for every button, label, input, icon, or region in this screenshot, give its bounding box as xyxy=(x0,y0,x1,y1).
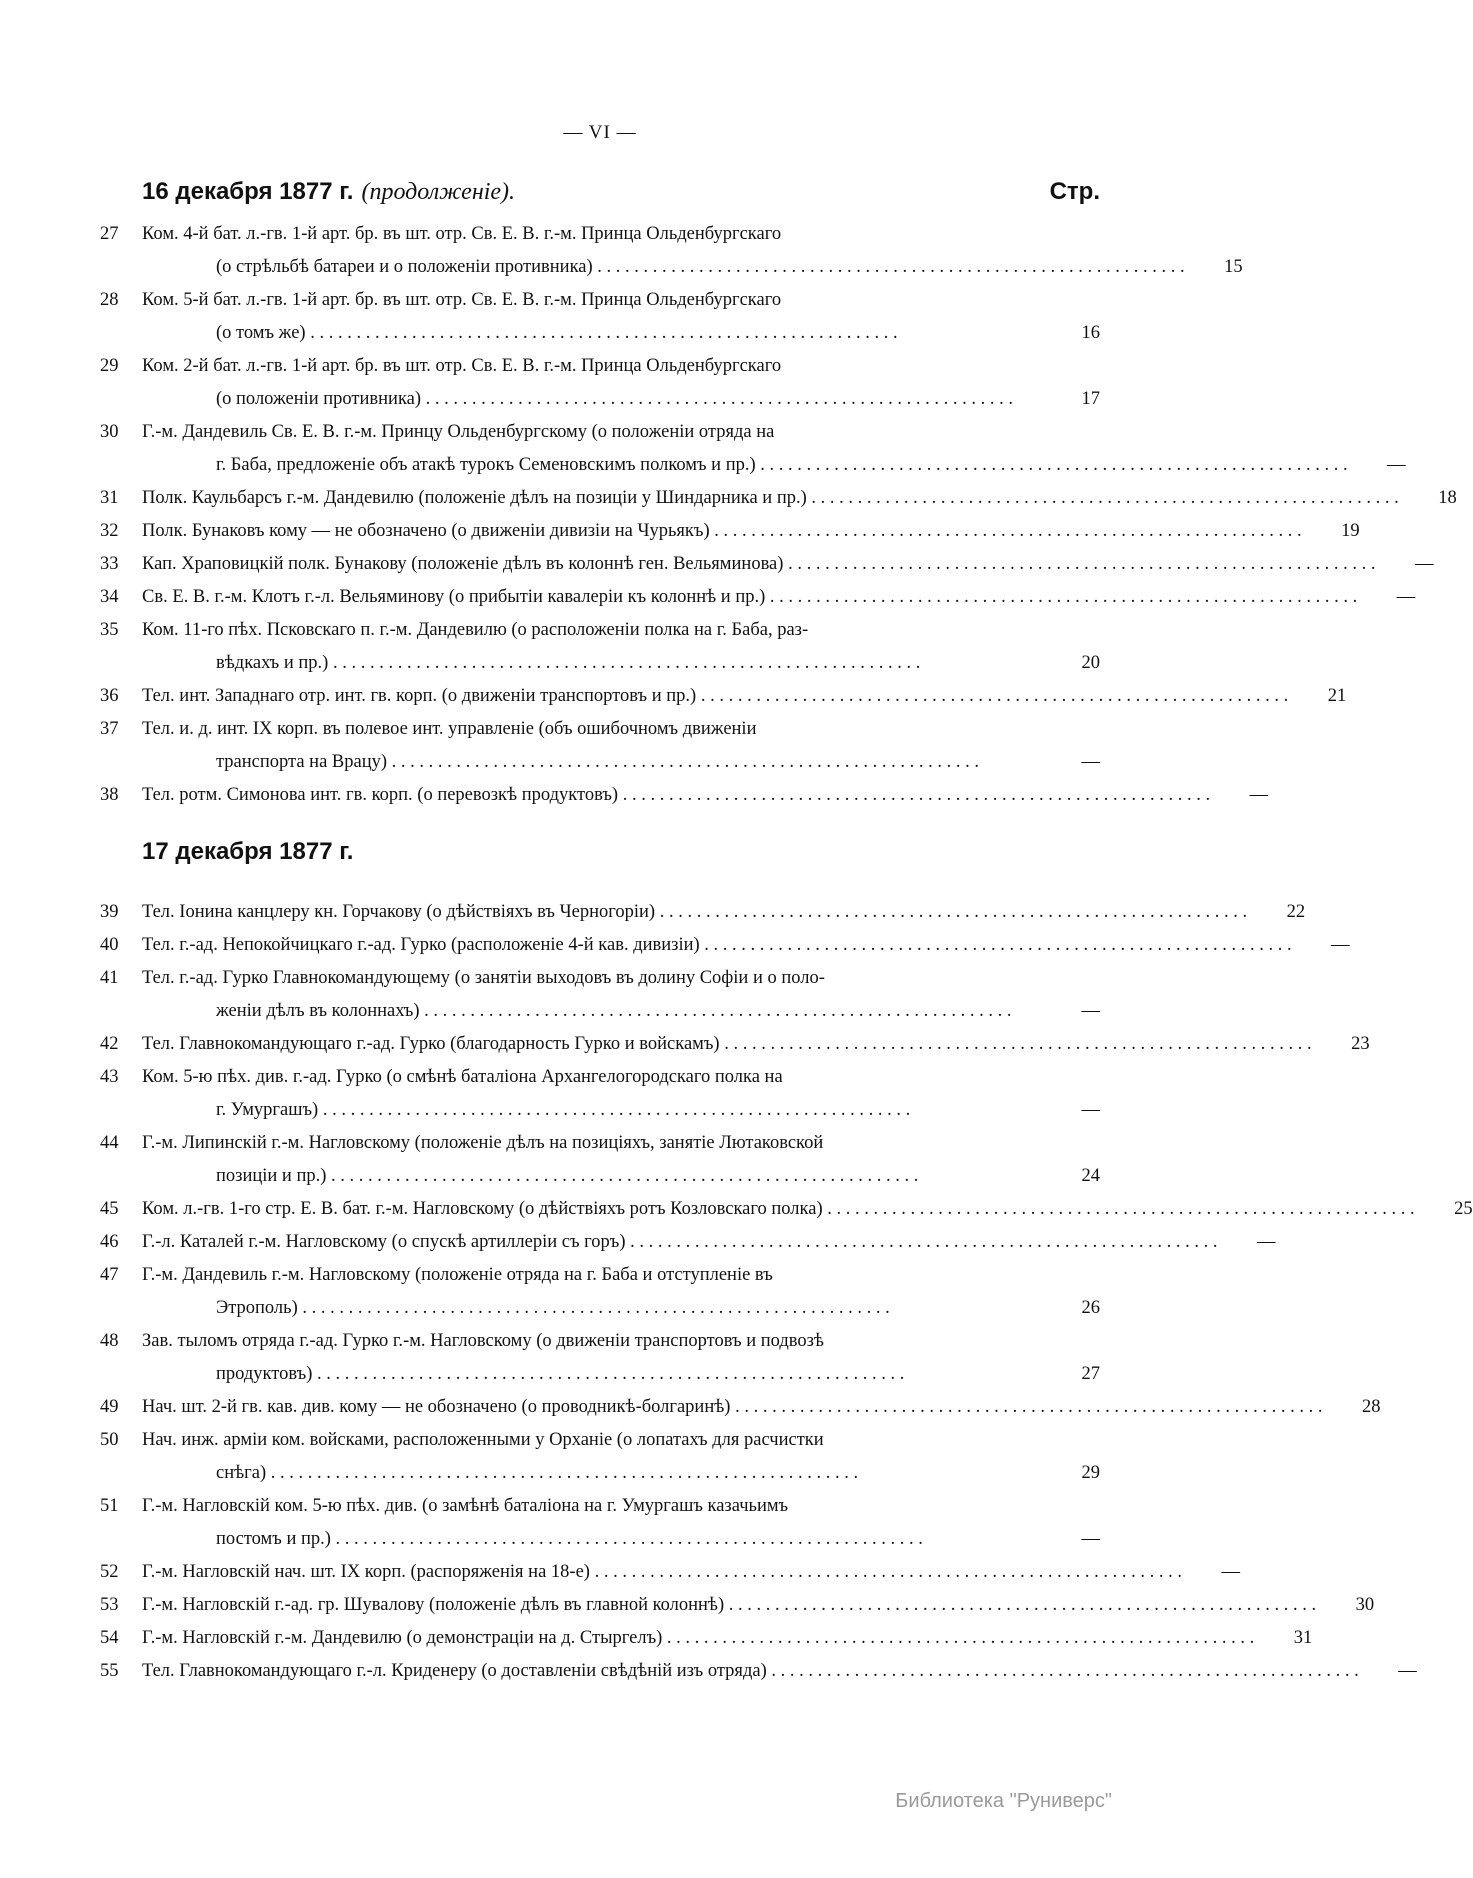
entry-title: Г.-м. Нагловскій ком. 5-ю пѣх. див. (о замѣнѣ баталіона на г. Умургашъ казачьимъ xyxy=(142,1496,789,1516)
entry-page: 24 xyxy=(1081,1166,1100,1186)
entry-title: Ком. 5-й бат. л.-гв. 1-й арт. бр. въ шт. отр. Св. Е. В. г.-м. Принца Ольденбургскаго xyxy=(142,290,782,310)
entry-number: 35 xyxy=(100,620,119,640)
toc-entry xyxy=(100,1556,1240,1589)
entry-page: — xyxy=(1081,1529,1100,1549)
section-header-2 xyxy=(100,838,1100,878)
toc-entry xyxy=(100,1490,1100,1556)
section-entries-2 xyxy=(100,896,1473,1688)
entry-number: 52 xyxy=(100,1562,119,1582)
leader-dots xyxy=(700,935,1292,955)
entry-page: — xyxy=(1256,1232,1276,1252)
entry-title: Полк. Каульбарсъ г.-м. Дандевилю (положеніе дѣлъ на позиціи у Шиндарника и пр.) xyxy=(142,488,807,508)
entry-title: Г.-м. Липинскій г.-м. Нагловскому (положеніе дѣлъ на позиціяхъ, занятіе Лютаковской xyxy=(142,1133,824,1153)
toc-entry xyxy=(100,1127,1100,1193)
leader-dots xyxy=(662,1628,1254,1648)
entry-title-continuation: постомъ и пр.) xyxy=(216,1529,331,1549)
entry-page: — xyxy=(1331,935,1350,955)
leader-dots xyxy=(655,902,1247,922)
leader-dots xyxy=(618,785,1210,805)
toc-entry xyxy=(100,350,1100,416)
leader-dots xyxy=(306,323,898,343)
entry-title: Тел. Главнокомандующаго г.-л. Криденеру (о доставленіи свѣдѣній изъ отряда) xyxy=(142,1661,767,1681)
entry-number: 53 xyxy=(100,1595,119,1615)
entry-title: Ком. 4-й бат. л.-гв. 1-й арт. бр. въ шт. отр. Св. Е. В. г.-м. Принца Ольденбургскаго xyxy=(142,224,782,244)
toc-entry xyxy=(100,1259,1100,1325)
toc-entry xyxy=(100,284,1100,350)
entry-title: Г.-л. Каталей г.-м. Нагловскому (о спускѣ артиллеріи съ горъ) xyxy=(142,1232,626,1252)
toc-entry xyxy=(100,896,1306,929)
toc-entry xyxy=(100,962,1100,1028)
entry-title-continuation: снѣга) xyxy=(216,1463,267,1483)
entry-title-continuation: (о стрѣльбѣ батареи и о положеніи противника) xyxy=(216,257,593,277)
toc-entry xyxy=(100,1589,1375,1622)
toc-entry xyxy=(100,1391,1381,1424)
entry-title: Тел. и. д. инт. IX корп. въ полевое инт. управленіе (объ ошибочномъ движеніи xyxy=(142,719,757,739)
entry-page: 25 xyxy=(1454,1199,1473,1219)
toc-entry xyxy=(100,581,1416,614)
entry-title: Тел. Іонина канцлеру кн. Горчакову (о дѣйствіяхъ въ Черногоріи) xyxy=(142,902,656,922)
leader-dots xyxy=(387,752,979,772)
leader-dots xyxy=(590,1562,1182,1582)
entry-title: Г.-м. Нагловскій г.-ад. гр. Шувалову (положеніе дѣлъ въ главной колоннѣ) xyxy=(142,1595,725,1615)
toc-entry xyxy=(100,482,1457,515)
entry-number: 37 xyxy=(100,719,119,739)
leader-dots xyxy=(767,1661,1359,1681)
toc-entry xyxy=(100,680,1347,713)
entry-page: 27 xyxy=(1081,1364,1100,1384)
entry-number: 30 xyxy=(100,422,119,442)
entry-page: 28 xyxy=(1361,1397,1381,1417)
entry-title: Г.-м. Нагловскій г.-м. Дандевилю (о демонстраціи на д. Стыргелъ) xyxy=(142,1628,663,1648)
entry-title: Тел. г.-ад. Непокойчицкаго г.-ад. Гурко (расположеніе 4-й кав. дивизіи) xyxy=(142,935,700,955)
leader-dots xyxy=(730,1397,1322,1417)
leader-dots xyxy=(756,455,1348,475)
toc-entry xyxy=(100,1028,1370,1061)
entry-title: Ком. 11-го пѣх. Псковскаго п. г.-м. Дандевилю (о расположеніи полка на г. Баба, раз- xyxy=(142,620,809,640)
entry-title: Ком. л.-гв. 1-го стр. Е. В. бат. г.-м. Нагловскому (о дѣйствіяхъ ротъ Козловскаго полка) xyxy=(142,1199,823,1219)
section-date: 16 декабря 1877 г. (продолженіе). xyxy=(142,178,516,205)
entry-number: 48 xyxy=(100,1331,119,1351)
toc-entry xyxy=(100,548,1434,581)
entry-page: — xyxy=(1081,752,1100,772)
entry-page: 23 xyxy=(1351,1034,1370,1054)
entry-number: 42 xyxy=(100,1034,119,1054)
section-header-1 xyxy=(100,178,1100,218)
page-column-header: Стр. xyxy=(1049,178,1100,205)
leader-dots xyxy=(724,1595,1316,1615)
entry-page: — xyxy=(1081,1001,1100,1021)
toc-entry xyxy=(100,929,1350,962)
entry-page: — xyxy=(1081,1100,1100,1120)
entry-page: — xyxy=(1249,785,1269,805)
entry-title-continuation: Этрополь) xyxy=(216,1298,298,1318)
leader-dots xyxy=(318,1100,910,1120)
entry-page: — xyxy=(1387,455,1406,475)
leader-dots xyxy=(696,686,1288,706)
entry-number: 32 xyxy=(100,521,119,541)
leader-dots xyxy=(266,1463,858,1483)
entry-title: Св. Е. В. г.-м. Клотъ г.-л. Вельяминову (о прибытіи кавалеріи къ колоннѣ и пр.) xyxy=(142,587,766,607)
toc-entry xyxy=(100,1325,1100,1391)
entry-title: Тел. г.-ад. Гурко Главнокомандующему (о занятіи выходовъ въ долину Софіи и о поло- xyxy=(142,968,825,988)
toc-entry xyxy=(100,218,1243,284)
entry-number: 28 xyxy=(100,290,119,310)
toc-entry xyxy=(100,515,1360,548)
entry-number: 47 xyxy=(100,1265,119,1285)
entry-title: Г.-м. Дандевиль Св. Е. В. г.-м. Принцу Ольденбургскому (о положеніи отряда на xyxy=(142,422,775,442)
entry-number: 43 xyxy=(100,1067,119,1087)
entry-title: Тел. Главнокомандующаго г.-ад. Гурко (благодарность Гурко и войскамъ) xyxy=(142,1034,720,1054)
entry-title: Ком. 5-ю пѣх. див. г.-ад. Гурко (о смѣнѣ баталіона Архангелогородскаго полка на xyxy=(142,1067,783,1087)
entry-title: Кап. Храповицкій полк. Бунакову (положеніе дѣлъ въ колоннѣ ген. Вельяминова) xyxy=(142,554,784,574)
entry-number: 34 xyxy=(100,587,119,607)
entry-number: 27 xyxy=(100,224,119,244)
toc-entry xyxy=(100,779,1269,812)
leader-dots xyxy=(298,1298,890,1318)
entry-title-continuation: транспорта на Врацу) xyxy=(216,752,388,772)
leader-dots xyxy=(593,257,1185,277)
entry-number: 49 xyxy=(100,1397,119,1417)
entry-page: 16 xyxy=(1081,323,1100,343)
leader-dots xyxy=(328,653,920,673)
entry-page: 26 xyxy=(1081,1298,1100,1318)
entry-title: Тел. инт. Западнаго отр. инт. гв. корп. (о движеніи транспортовъ и пр.) xyxy=(142,686,697,706)
leader-dots xyxy=(720,1034,1312,1054)
library-watermark: Библиотека "Руниверс" xyxy=(895,1790,1112,1812)
entry-page: — xyxy=(1414,554,1434,574)
entry-page: 22 xyxy=(1286,902,1306,922)
entry-number: 45 xyxy=(100,1199,119,1219)
leader-dots xyxy=(326,1166,918,1186)
toc-entry xyxy=(100,1424,1100,1490)
entry-number: 33 xyxy=(100,554,119,574)
entry-title-continuation: женіи дѣлъ въ колоннахъ) xyxy=(216,1001,420,1021)
entry-page: 19 xyxy=(1341,521,1360,541)
toc-entry xyxy=(100,713,1100,779)
entry-page: — xyxy=(1398,1661,1417,1681)
entry-title: Нач. инж. арміи ком. войсками, расположенными у Орханіе (о лопатахъ для расчистки xyxy=(142,1430,824,1450)
toc-entry xyxy=(100,1193,1473,1226)
entry-number: 51 xyxy=(100,1496,119,1516)
entry-page: — xyxy=(1221,1562,1240,1582)
entry-title: Г.-м. Нагловскій нач. шт. IX корп. (распоряженія на 18-е) xyxy=(142,1562,590,1582)
entry-title: Нач. шт. 2-й гв. кав. див. кому — не обозначено (о проводникѣ-болгаринѣ) xyxy=(142,1397,731,1417)
leader-dots xyxy=(421,389,1013,409)
leader-dots xyxy=(807,488,1399,508)
entry-number: 40 xyxy=(100,935,119,955)
entry-title: Ком. 2-й бат. л.-гв. 1-й арт. бр. въ шт. отр. Св. Е. В. г.-м. Принца Ольденбургскаго xyxy=(142,356,782,376)
entry-number: 54 xyxy=(100,1628,119,1648)
leader-dots xyxy=(312,1364,904,1384)
toc-entry xyxy=(100,416,1406,482)
entry-number: 38 xyxy=(100,785,119,805)
leader-dots xyxy=(331,1529,923,1549)
entry-number: 29 xyxy=(100,356,119,376)
section-entries-1 xyxy=(100,218,1457,812)
entry-page: 21 xyxy=(1327,686,1347,706)
leader-dots xyxy=(783,554,1375,574)
entry-page: 31 xyxy=(1293,1628,1313,1648)
entry-number: 41 xyxy=(100,968,119,988)
entry-title: Г.-м. Дандевиль г.-м. Нагловскому (положеніе отряда на г. Баба и отступленіе въ xyxy=(142,1265,773,1285)
entry-title-continuation: г. Баба, предложеніе объ атакѣ турокъ Семеновскимъ полкомъ и пр.) xyxy=(216,455,756,475)
entry-number: 46 xyxy=(100,1232,119,1252)
entry-title-continuation: г. Умургашъ) xyxy=(216,1100,319,1120)
entry-page: 29 xyxy=(1081,1463,1100,1483)
entry-title-continuation: (о положеніи противника) xyxy=(216,389,422,409)
table-of-contents xyxy=(100,178,1473,1688)
entry-page: 17 xyxy=(1081,389,1100,409)
entry-page: 20 xyxy=(1081,653,1100,673)
toc-entry xyxy=(100,1061,1100,1127)
entry-title-continuation: (о томъ же) xyxy=(216,323,306,343)
toc-entry xyxy=(100,1226,1276,1259)
section-date: 17 декабря 1877 г. xyxy=(142,838,354,865)
entry-page: — xyxy=(1396,587,1416,607)
entry-title-continuation: продуктовъ) xyxy=(216,1364,313,1384)
entry-title: Тел. ротм. Симонова инт. гв. корп. (о перевозкѣ продуктовъ) xyxy=(142,785,619,805)
entry-number: 36 xyxy=(100,686,119,706)
entry-number: 50 xyxy=(100,1430,119,1450)
entry-number: 39 xyxy=(100,902,119,922)
page-number: — VI — xyxy=(563,122,637,143)
entry-number: 44 xyxy=(100,1133,119,1153)
entry-number: 31 xyxy=(100,488,119,508)
entry-page: 18 xyxy=(1438,488,1457,508)
leader-dots xyxy=(765,587,1357,607)
entry-title-continuation: позиціи и пр.) xyxy=(216,1166,327,1186)
entry-title: Полк. Бунаковъ кому — не обозначено (о движеніи дивизіи на Чурьякъ) xyxy=(142,521,710,541)
leader-dots xyxy=(710,521,1302,541)
leader-dots xyxy=(823,1199,1415,1219)
toc-entry xyxy=(100,1622,1313,1655)
toc-entry xyxy=(100,1655,1417,1688)
leader-dots xyxy=(625,1232,1217,1252)
entry-title: Зав. тыломъ отряда г.-ад. Гурко г.-м. Нагловскому (о движеніи транспортовъ и подвозѣ xyxy=(142,1331,824,1351)
entry-number: 55 xyxy=(100,1661,119,1681)
entry-title-continuation: вѣдкахъ и пр.) xyxy=(216,653,329,673)
entry-page: 30 xyxy=(1355,1595,1375,1615)
toc-entry xyxy=(100,614,1100,680)
leader-dots xyxy=(419,1001,1011,1021)
entry-page: 15 xyxy=(1224,257,1243,277)
